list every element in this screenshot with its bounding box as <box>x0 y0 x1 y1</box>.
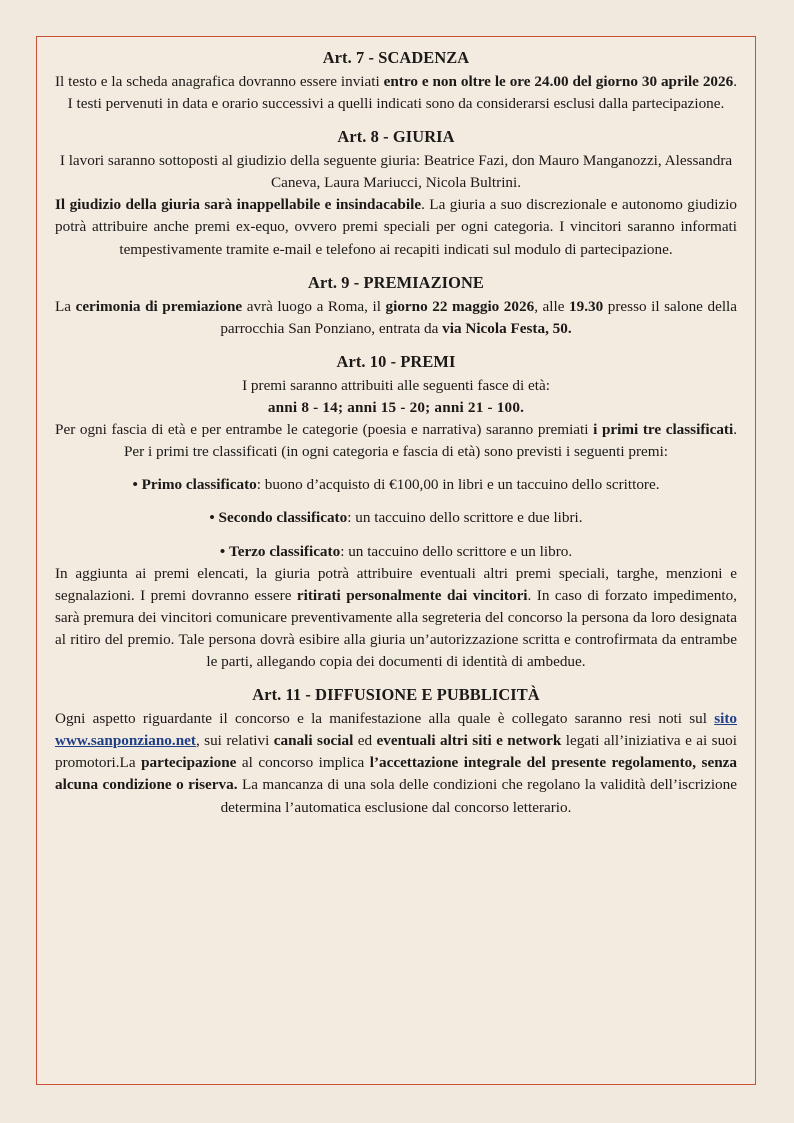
emphasis-text: giorno 22 maggio 2026 <box>385 297 535 315</box>
article-body-art-8 <box>55 194 737 260</box>
document-body <box>55 47 737 819</box>
body-text: La <box>55 297 76 315</box>
emphasis-text: l’accettazione integrale del presente regolamento, senza alcuna condizione o riserva. <box>55 754 737 794</box>
article-heading-art-10: Art. 10 - PREMI <box>336 351 456 371</box>
prize-label-first: Primo classificato <box>141 476 257 494</box>
emphasis-text: eventuali altri siti e network <box>376 732 562 750</box>
emphasis-text: cerimonia di premiazione <box>75 297 243 315</box>
article-body-art-9 <box>55 296 737 340</box>
article-closing-art-10 <box>55 563 737 674</box>
body-text: Ogni aspetto riguardante il concorso e la manifestazione alla quale è collegato saranno resi noti sul <box>55 710 715 728</box>
prize-spacer <box>55 463 737 474</box>
bullet-icon: • <box>219 542 226 560</box>
emphasis-text: canali social <box>273 732 354 750</box>
regulation-frame <box>36 36 756 1085</box>
emphasis-text: Il giudizio della giuria sarà inappellabile e insindacabile <box>55 196 422 214</box>
prize-description-second: : un taccuino dello scrittore e due libri. <box>347 509 583 527</box>
bullet-icon: • <box>209 509 215 527</box>
article-body-art-7 <box>55 71 737 115</box>
emphasis-text: via Nicola Festa, 50. <box>442 319 572 337</box>
article-age-ranges-art-10: anni 8 - 14; anni 15 - 20; anni 21 - 100. <box>267 398 525 416</box>
article-heading-art-11: Art. 11 - DIFFUSIONE E PUBBLICITÀ <box>252 685 540 705</box>
body-text: ed <box>353 732 377 750</box>
prize-item-second <box>55 507 737 529</box>
emphasis-text: i primi tre classificati <box>593 421 734 439</box>
prize-label-second: Secondo classificato <box>218 509 348 527</box>
body-text: In aggiunta ai premi elencati, la giuria potrà attribuire eventuali altri premi speciali, targhe, menzioni e segnalazioni. I premi dovranno essere <box>55 564 737 604</box>
body-text: . Per i primi tre classificati (in ogni categoria e fascia di età) sono previsti i seguenti premi: <box>123 421 737 461</box>
emphasis-text: ritirati personalmente dai vincitori <box>296 586 528 604</box>
body-text: al concorso implica <box>236 754 370 772</box>
prize-spacer <box>55 530 737 541</box>
prize-description-first: : buono d’acquisto di €100,00 in libri e un taccuino dello scrittore. <box>256 476 660 494</box>
prize-description-third: : un taccuino dello scrittore e un libro. <box>340 542 573 560</box>
article-prize-intro-art-10: I premi saranno attribuiti alle seguenti fasce di età: <box>242 376 550 394</box>
bullet-icon: • <box>132 476 138 494</box>
article-heading-art-8: Art. 8 - GIURIA <box>337 127 455 147</box>
prize-item-first <box>55 474 737 496</box>
body-text: , alle <box>534 297 570 315</box>
prize-label-third: Terzo classificato <box>228 542 341 560</box>
body-text: . La giuria a suo discrezionale e autonomo giudizio potrà attribuire anche premi ex-equo, ovvero premi speciali per ogni categoria. I vincitori saranno informati tempestivamente tramite e-mail e telefono ai recapiti indicati sul modulo di partecipazione. <box>55 196 738 258</box>
article-body-art-11 <box>55 708 737 819</box>
prize-spacer <box>55 496 737 507</box>
article-heading-art-7: Art. 7 - SCADENZA <box>322 48 470 67</box>
section-spacer <box>55 261 737 268</box>
emphasis-text: partecipazione <box>141 754 237 772</box>
body-text: , sui relativi <box>195 732 274 750</box>
emphasis-text: 19.30 <box>569 297 604 315</box>
body-text: Il testo e la scheda anagrafica dovranno essere inviati <box>55 72 384 90</box>
body-text: avrà luogo a Roma, il <box>242 297 386 315</box>
body-text: Per ogni fascia di età e per entrambe le categorie (poesia e narrativa) saranno premiati <box>55 421 594 439</box>
section-spacer <box>55 673 737 680</box>
body-text: . In caso di forzato impedimento, sarà premura dei vincitori comunicare preventivamente alla segreteria del concorso la persona da loro designata al ritiro del premio. Tale persona dovrà esibire alla giuria un’autorizzazione scritta e controfirmata da entrambe le parti, allegando copia dei documenti di identità di ambedue. <box>55 586 737 671</box>
section-spacer <box>55 115 737 122</box>
body-text: . I testi pervenuti in data e orario successivi a quelli indicati sono da considerarsi esclusi dalla partecipazione. <box>67 72 737 113</box>
body-text: presso il salone della parrocchia San Ponziano, entrata da <box>220 297 737 337</box>
emphasis-text: entro e non oltre le ore 24.00 del giorno 30 aprile 2026 <box>383 72 734 90</box>
website-link[interactable]: sito www.sanponziano.net <box>55 710 737 750</box>
body-text: legati all’iniziativa e ai suoi promotori.La <box>55 732 737 772</box>
article-jury-list-art-8: I lavori saranno sottoposti al giudizio della seguente giuria: Beatrice Fazi, don Mauro Manganozzi, Alessandra Caneva, Laura Mariucci, Nicola Bultrini. <box>59 152 733 192</box>
section-spacer <box>55 340 737 347</box>
body-text: La mancanza di una sola delle condizioni che regolano la validità dell’iscrizione determina l’automatica esclusione dal concorso letterario. <box>220 776 737 816</box>
prize-item-third <box>55 541 737 563</box>
article-body-art-10 <box>55 419 737 463</box>
article-heading-art-9: Art. 9 - PREMIAZIONE <box>308 272 484 292</box>
